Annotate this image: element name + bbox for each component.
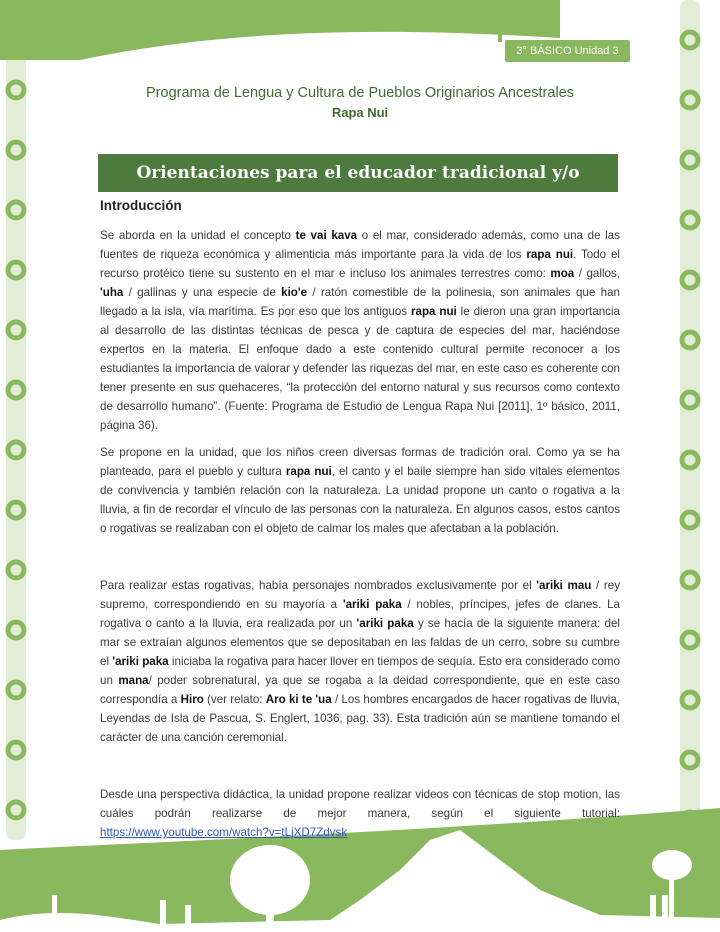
program-title: Programa de Lengua y Cultura de Pueblos Originarios Ancestrales: [146, 85, 574, 101]
paragraph-text: o el mar, considerado además, como una de las fuentes de riqueza económica y alimenticia más importante para la vida de los: [100, 229, 620, 261]
paragraph: [100, 785, 620, 842]
paragraph-text: le dieron una gran importancia al desarrollo de las distintas técnicas de pesca y de captura de especies del mar, haciéndose expertos en la materia. El enfoque dado a este contenido cultural permite reconocer a los estudiantes la importancia de valorar y defender las riquezas del mar, en este caso es coherente con tener presente en sus quehaceres, “la protección del entorno natural y sus recursos como contexto de desarrollo humano”. (Fuente: Programa de Estudio de Lengua Rapa Nui [2011], 1º básico, 2011, página 36).: [100, 305, 620, 432]
rapa-nui-term: 'ariki paka: [112, 655, 169, 668]
paragraph-text: y se hacía de la siguiente manera: del mar se extraían algunos elementos que se depositaban en las faldas de un cerro, sobre su cumbre el: [100, 617, 620, 668]
paragraph-text: / nobles, príncipes, jefes de clanes. La rogativa o canto a la lluvia, era realizada por un: [100, 598, 620, 630]
section-banner: Orientaciones para el educador tradicional y/o docente: [98, 154, 618, 192]
paragraph-text: Desde una perspectiva didáctica, la unidad propone realizar videos con técnicas de stop motion, las cuáles podrán realizarse de mejor manera, según el siguiente tutorial:: [100, 788, 620, 820]
rapa-nui-term: moa: [550, 267, 575, 280]
rapa-nui-term: te vai kava: [295, 229, 358, 242]
grade-unit-badge: 3° BÁSICO Unidad 3: [505, 40, 630, 62]
rapa-nui-term: mana: [118, 674, 149, 687]
rapa-nui-term: 'ariki paka: [342, 598, 402, 611]
rapa-nui-term: rapa nui: [411, 305, 457, 318]
rapa-nui-term: kio'e: [281, 286, 308, 299]
paragraph: [100, 576, 620, 747]
paragraph-text: Para realizar estas rogativas, había personajes nombrados exclusivamente por el: [100, 579, 537, 592]
paragraph-text: / rey supremo, correspondiendo en su mayoría a: [100, 579, 620, 611]
paragraph-text: Se aborda en la unidad el concepto: [100, 229, 296, 242]
program-subtitle: Rapa Nui: [331, 105, 389, 120]
rapa-nui-term: Hiro: [180, 693, 204, 706]
section-heading: Introducción: [100, 198, 182, 213]
paragraph-text: , el canto y el baile siempre han sido vitales elementos de convivencia y también relación con la naturaleza. La unidad propone un canto o rogativa a la lluvia, a fin de recordar el vínculo de las personas con la naturaleza. En algunos casos, estos cantos o rogativas se realizaban con el objeto de calmar los males que afectaban a la población.: [100, 465, 620, 535]
paragraph-text: Se propone en la unidad, que los niños creen diversas formas de tradición oral. Como ya se ha planteado, para el pueblo y cultura: [100, 446, 620, 478]
rapa-nui-term: 'ariki paka: [356, 617, 414, 630]
tutorial-link[interactable]: https://www.youtube.com/watch?v=tLjXD7Zdvsk: [100, 826, 348, 839]
paragraph: [100, 443, 620, 538]
left-ornamental-border: [2, 0, 30, 840]
rapa-nui-term: 'uha: [100, 286, 124, 299]
rapa-nui-term: 'ariki mau: [536, 579, 592, 592]
paragraph-text: (ver relato:: [203, 693, 266, 706]
paragraph: [100, 226, 620, 435]
rapa-nui-term: rapa nui: [285, 465, 332, 478]
paragraph-text: / Los hombres encargados de hacer rogativas de lluvia, Leyendas de Isla de Pascua, S. Englert, 1036, pag. 33). Esta tradición aún se mantiene tomando el carácter de una canción ceremonial.: [100, 693, 621, 744]
rapa-nui-term: Aro ki te 'ua: [265, 693, 332, 706]
body-text: [100, 226, 620, 842]
paragraph-text: / gallos,: [574, 267, 620, 280]
right-ornamental-border: [676, 0, 704, 840]
paragraph-text: / poder sobrenatural, ya que se rogaba a la deidad correspondiente, que en este caso correspondía a: [100, 674, 621, 706]
paragraph-text: / gallinas y una especie de: [123, 286, 282, 299]
paragraph-text: / ratón comestible de la polinesia, son animales que han llegado a la isla, vía marítima. Es por eso que los antiguos: [100, 286, 620, 318]
paragraph-text: . Todo el recurso protéico tiene su sustento en el mar e incluso los animales terrestres como:: [100, 248, 620, 280]
paragraph-text: iniciaba la rogativa para hacer llover en tiempos de sequía. Esto era considerado como un: [100, 655, 620, 687]
rapa-nui-term: rapa nui: [526, 248, 574, 261]
